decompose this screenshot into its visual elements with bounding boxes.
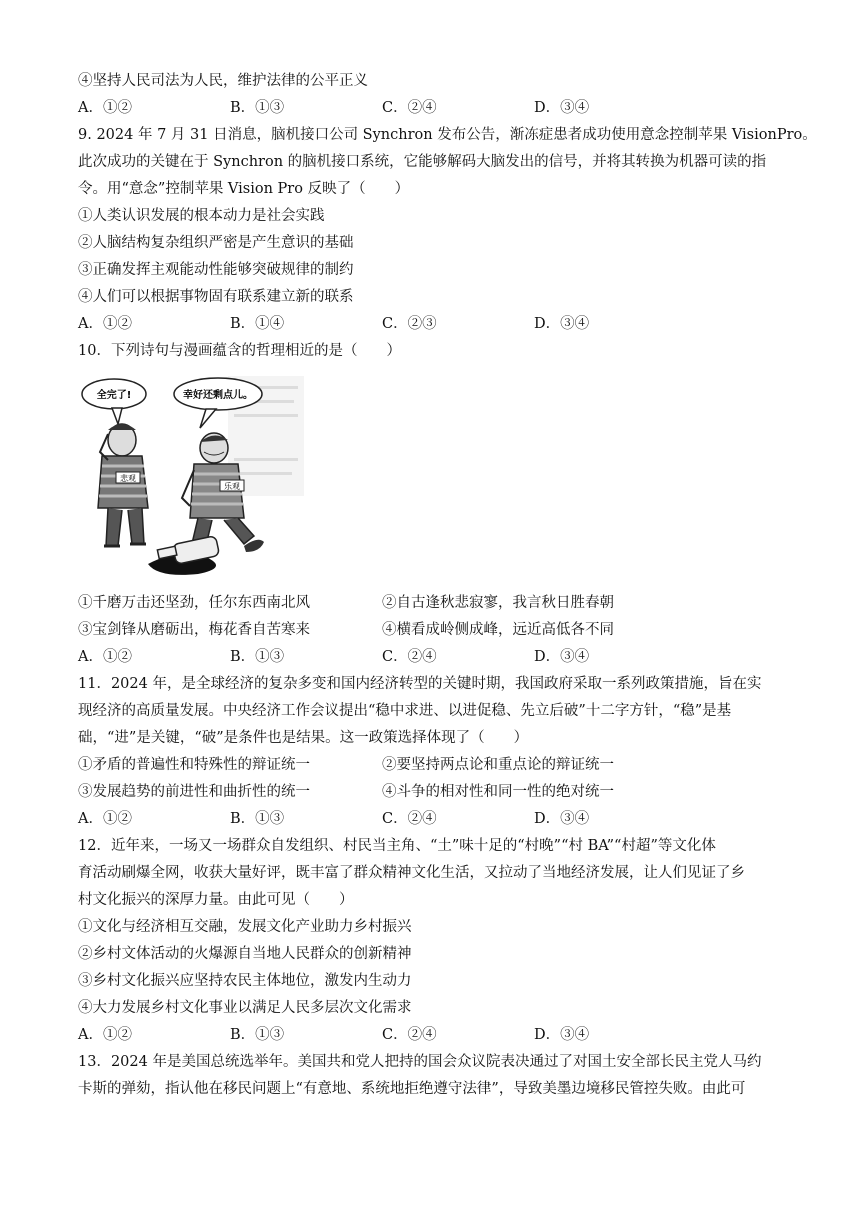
q12-options xyxy=(78,1025,778,1045)
q9-item-2: ②人脑结构复杂组织严密是产生意识的基础 xyxy=(78,235,354,251)
q9-item-1: ①人类认识发展的根本动力是社会实践 xyxy=(78,208,325,224)
q9-stem-line-3: 令。用“意念”控制苹果 Vision Pro 反映了（ ） xyxy=(78,181,410,197)
q12-option-d[interactable]: D．③④ xyxy=(534,1027,590,1043)
q13-stem-line-1: 13．2024 年是美国总统选举年。美国共和党人把持的国会众议院表决通过了对国土安全部长民主党人马约 xyxy=(78,1054,762,1070)
q9-stem-line-2: 此次成功的关键在于 Synchron 的脑机接口系统，它能够解码大脑发出的信号，并将其转换为机器可读的指 xyxy=(78,154,767,170)
q12-item-4: ④大力发展乡村文化事业以满足人民多层次文化需求 xyxy=(78,1000,412,1016)
q11-stem-line-3: 础，“进”是关键，“破”是条件也是结果。这一政策选择体现了（ ） xyxy=(78,730,529,746)
q8-option-a[interactable]: A．①② xyxy=(78,100,132,116)
q12-stem-line-1: 12．近年来，一场又一场群众自发组织、村民当主角、“土”味十足的“村晚”“村 BA”“村超”等文化体 xyxy=(78,838,716,854)
q13-stem-line-2: 卡斯的弹劾，指认他在移民问题上“有意地、系统地拒绝遵守法律”，导致美墨边境移民管控失败。由此可 xyxy=(78,1081,746,1097)
q10-item-2: ②自古逢秋悲寂寥，我言秋日胜春朝 xyxy=(382,595,614,611)
right-bubble-text: 幸好还剩点儿。 xyxy=(183,390,253,401)
q10-item-1: ①千磨万击还坚劲，任尔东西南北风 xyxy=(78,595,310,611)
q11-items-row-2 xyxy=(78,782,778,802)
q9-item-4: ④人们可以根据事物固有联系建立新的联系 xyxy=(78,289,354,305)
q9-option-a[interactable]: A．①② xyxy=(78,316,132,332)
q11-item-2: ②要坚持两点论和重点论的辩证统一 xyxy=(382,757,614,773)
q10-stem: 10．下列诗句与漫画蕴含的哲理相近的是（ ） xyxy=(78,343,401,359)
q11-option-a[interactable]: A．①② xyxy=(78,811,132,827)
q8-options xyxy=(78,98,778,118)
q9-stem-line-1: 9. 2024 年 7 月 31 日消息，脑机接口公司 Synchron 发布公告，渐冻症患者成功使用意念控制苹果 VisionPro。 xyxy=(78,127,817,143)
q12-item-1: ①文化与经济相互交融，发展文化产业助力乡村振兴 xyxy=(78,919,412,935)
q10-option-d[interactable]: D．③④ xyxy=(534,649,590,665)
q8-option-b[interactable]: B．①③ xyxy=(230,100,285,116)
q9-options xyxy=(78,314,778,334)
q11-option-b[interactable]: B．①③ xyxy=(230,811,285,827)
q8-option-c[interactable]: C．②④ xyxy=(382,100,437,116)
q12-stem-line-2: 育活动刷爆全网，收获大量好评，既丰富了群众精神文化生活，又拉动了当地经济发展，让人们见证了乡 xyxy=(78,865,745,881)
pessimist-label: 悲观 xyxy=(120,474,136,483)
q10-option-a[interactable]: A．①② xyxy=(78,649,132,665)
q11-option-c[interactable]: C．②④ xyxy=(382,811,437,827)
q12-option-b[interactable]: B．①③ xyxy=(230,1027,285,1043)
q11-item-1: ①矛盾的普遍性和特殊性的辩证统一 xyxy=(78,757,310,773)
q9-option-b[interactable]: B．①④ xyxy=(230,316,285,332)
q12-item-2: ②乡村文体活动的火爆源自当地人民群众的创新精神 xyxy=(78,946,412,962)
optimist-label: 乐观 xyxy=(224,482,240,491)
pessimist-figure xyxy=(98,424,148,546)
q11-options xyxy=(78,809,778,829)
q11-item-4: ④斗争的相对性和同一性的绝对统一 xyxy=(382,784,614,800)
q10-items-row-2 xyxy=(78,620,778,640)
q12-stem-line-3: 村文化振兴的深厚力量。由此可见（ ） xyxy=(78,892,354,908)
q12-option-c[interactable]: C．②④ xyxy=(382,1027,437,1043)
q9-option-d[interactable]: D．③④ xyxy=(534,316,590,332)
q8-item-4: ④坚持人民司法为人民，维护法律的公平正义 xyxy=(78,73,368,89)
q10-items-row-1 xyxy=(78,593,778,613)
q10-option-c[interactable]: C．②④ xyxy=(382,649,437,665)
spilled-bottle xyxy=(148,536,220,575)
q11-stem-line-2: 现经济的高质量发展。中央经济工作会议提出“稳中求进、以进促稳、先立后破”十二字方针，“稳”是基 xyxy=(78,703,732,719)
q12-item-3: ③乡村文化振兴应坚持农民主体地位，激发内生动力 xyxy=(78,973,412,989)
left-bubble-text: 全完了! xyxy=(96,390,132,401)
q11-stem-line-1: 11．2024 年，是全球经济的复杂多变和国内经济转型的关键时期，我国政府采取一系列政策措施，旨在实 xyxy=(78,676,762,692)
q12-option-a[interactable]: A．①② xyxy=(78,1027,132,1043)
q10-options xyxy=(78,647,778,667)
q11-items-row-1 xyxy=(78,755,778,775)
left-speech-bubble xyxy=(82,379,146,424)
q11-option-d[interactable]: D．③④ xyxy=(534,811,590,827)
q11-item-3: ③发展趋势的前进性和曲折性的统一 xyxy=(78,784,310,800)
q10-option-b[interactable]: B．①③ xyxy=(230,649,285,665)
q9-option-c[interactable]: C．②③ xyxy=(382,316,437,332)
cartoon-image xyxy=(78,368,308,578)
q10-item-3: ③宝剑锋从磨砺出，梅花香自苦寒来 xyxy=(78,622,310,638)
q9-item-3: ③正确发挥主观能动性能够突破规律的制约 xyxy=(78,262,354,278)
q10-item-4: ④横看成岭侧成峰，远近高低各不同 xyxy=(382,622,614,638)
q8-option-d[interactable]: D．③④ xyxy=(534,100,590,116)
